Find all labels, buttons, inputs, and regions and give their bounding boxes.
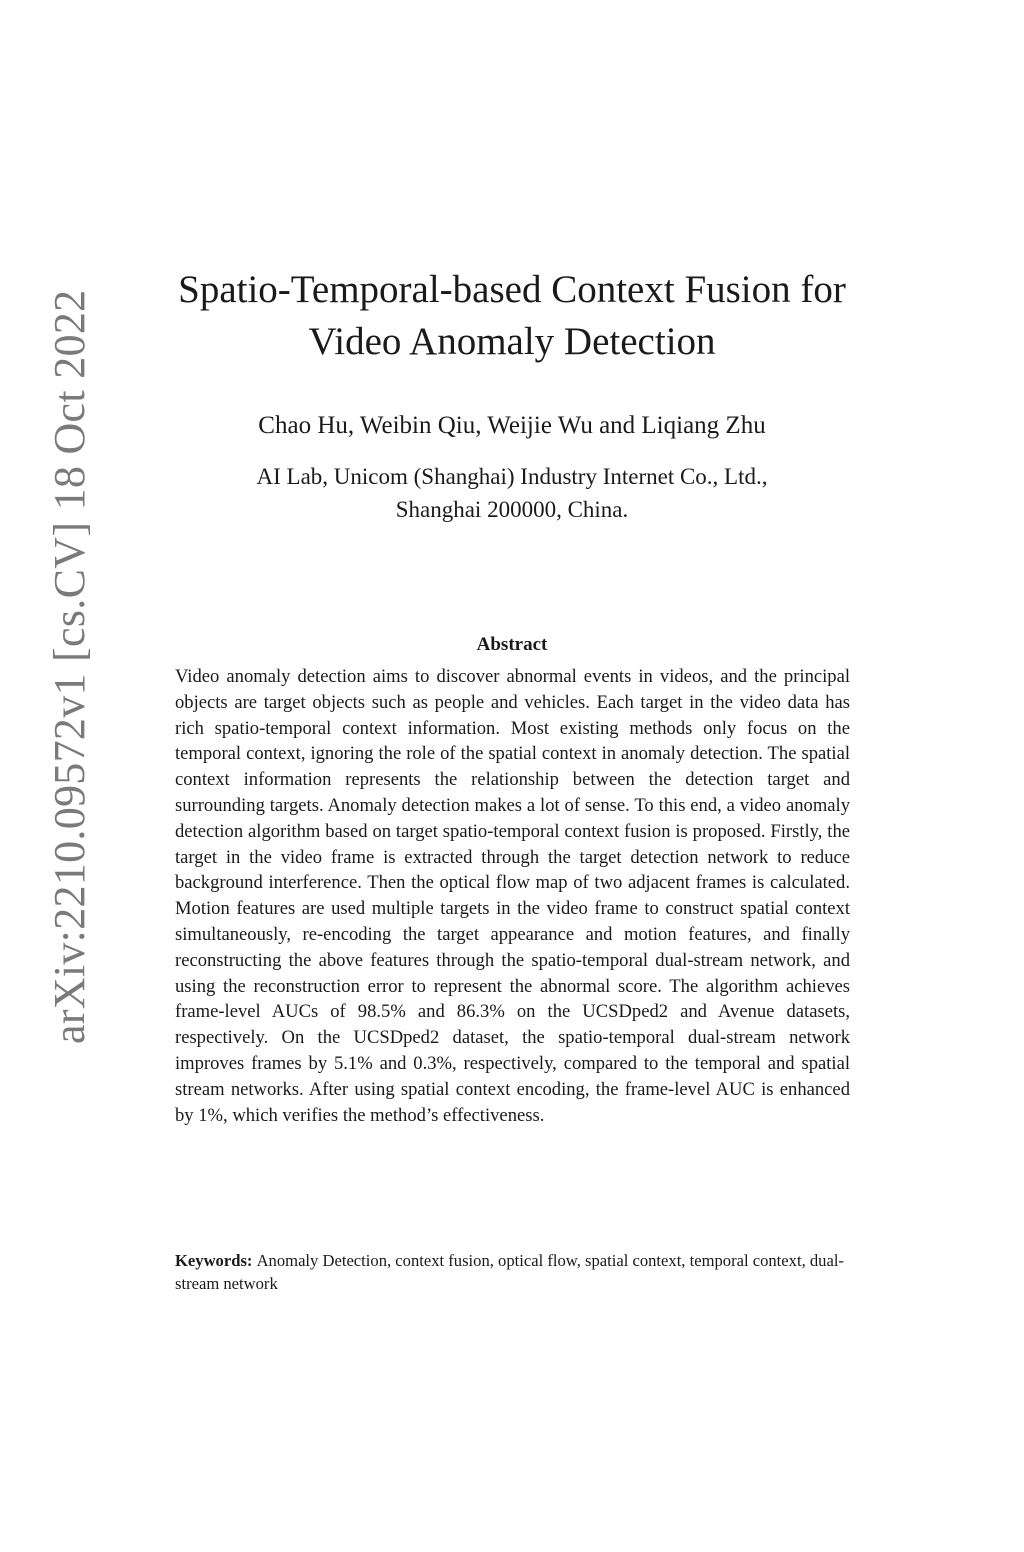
keywords-label: Keywords: (175, 1251, 257, 1270)
title-line-1: Spatio-Temporal-based Context Fusion for (178, 268, 846, 311)
author-list: Chao Hu, Weibin Qiu, Weijie Wu and Liqiang Zhu (258, 412, 766, 439)
abstract-text: Video anomaly detection aims to discover abnormal events in videos, and the principal objects are target objects such as people and vehicles. Each target in the video data has rich spatio-temporal context information. Most existing methods only focus on the temporal context, ignoring the role of the spatial context in anomaly detection. The spatial context information represents the relationship between the detection target and surrounding targets. Anomaly detection makes a lot of sense. To this end, a video anomaly detection algorithm based on target spatio-temporal context fusion is proposed. Firstly, the target in the video frame is extracted through the target detection network to reduce background interference. Then the optical flow map of two adjacent frames is calculated. Motion features are used multiple targets in the video frame to construct spatial context simultaneously, re-encoding the target appearance and motion features, and finally reconstructing the above features through the spatio-temporal dual-stream network, and using the reconstruction error to represent the abnormal score. The algorithm achieves frame-level AUCs of 98.5% and 86.3% on the UCSDped2 and Avenue datasets, respectively. On the UCSDped2 dataset, the spatio-temporal dual-stream network improves frames by 5.1% and 0.3%, respectively, compared to the temporal and spatial stream networks. After using spatial context encoding, the frame-level AUC is enhanced by 1%, which verifies the method’s effectiveness. (175, 666, 850, 1126)
paper-title (150, 264, 874, 368)
abstract-heading: Abstract (476, 634, 548, 655)
arxiv-identifier: arXiv:2210.09572v1 [cs.CV] 18 Oct 2022 (45, 289, 94, 1044)
keywords-text: Anomaly Detection, context fusion, optical flow, spatial context, temporal context, dual-stream network (175, 1251, 844, 1293)
affiliation-line-1: AI Lab, Unicom (Shanghai) Industry Internet Co., Ltd., (256, 464, 768, 489)
keywords (175, 1249, 850, 1295)
affiliation-line-2: Shanghai 200000, China. (395, 497, 629, 522)
affiliation (150, 460, 874, 526)
title-line-2: Video Anomaly Detection (308, 320, 716, 363)
